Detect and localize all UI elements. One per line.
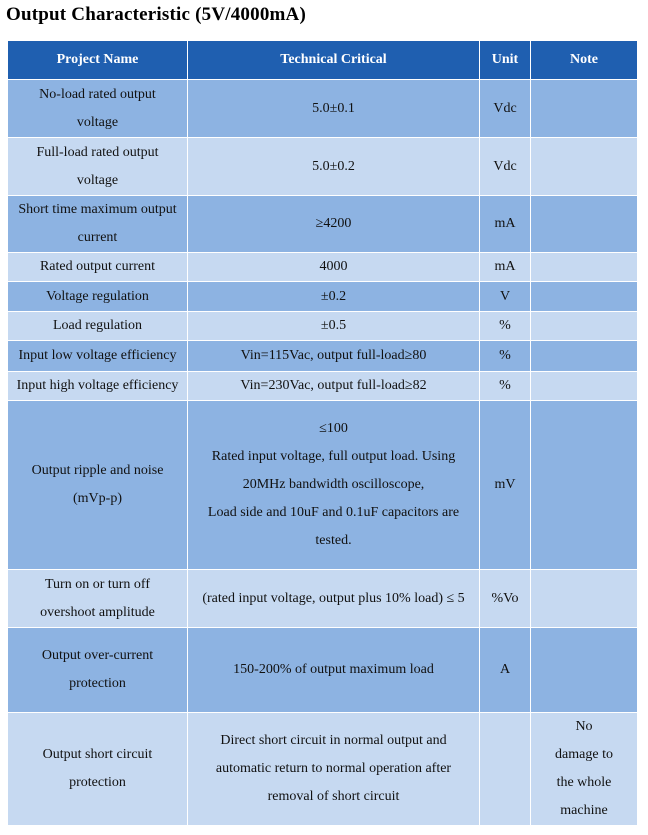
note-line: damage to	[555, 747, 613, 762]
note-cell	[531, 372, 638, 401]
project-name-line: No-load rated output	[39, 86, 156, 102]
project-name-line: Output short circuit	[42, 747, 153, 762]
unit-cell: Vdc	[480, 138, 531, 196]
project-name-cell	[8, 138, 188, 196]
unit-cell: mV	[480, 401, 531, 570]
project-name-line: Rated output current	[39, 259, 156, 274]
table-row	[8, 713, 638, 826]
project-name-cell	[8, 713, 188, 826]
technical-critical-line: 150-200% of output maximum load	[233, 662, 434, 677]
project-name-cell	[8, 282, 188, 312]
technical-critical-cell	[188, 628, 480, 713]
table-row	[8, 372, 638, 401]
technical-critical-cell	[188, 196, 480, 253]
table-body	[8, 80, 638, 826]
column-header-technical-critical: Technical Critical	[188, 41, 480, 80]
page-title: Output Characteristic (5V/4000mA)	[6, 4, 306, 25]
table-row	[8, 570, 638, 628]
note-line: the whole	[556, 775, 612, 790]
unit-cell: %	[480, 312, 531, 341]
technical-critical-line: Vin=115Vac, output full-load≥80	[240, 348, 427, 363]
technical-critical-line: removal of short circuit	[267, 789, 400, 804]
technical-critical-line: ≤100	[319, 421, 348, 436]
note-cell	[531, 312, 638, 341]
project-name-line: overshoot amplitude	[40, 604, 155, 620]
project-name-line: Output over-current	[41, 648, 154, 663]
technical-critical-cell	[188, 341, 480, 372]
project-name-line: Load regulation	[52, 318, 143, 333]
note-cell	[531, 570, 638, 628]
project-name-cell	[8, 401, 188, 570]
table-row	[8, 282, 638, 312]
project-name-line: Turn on or turn off	[44, 576, 150, 592]
technical-critical-line: (rated input voltage, output plus 10% load) ≤ 5	[202, 590, 465, 606]
technical-critical-line: Direct short circuit in normal output and	[220, 733, 447, 748]
technical-critical-cell	[188, 253, 480, 282]
project-name-line: protection	[69, 676, 126, 691]
project-name-line: Full-load rated output	[36, 144, 159, 160]
note-cell	[531, 80, 638, 138]
project-name-line: voltage	[76, 172, 119, 188]
note-cell	[531, 628, 638, 713]
unit-cell: mA	[480, 253, 531, 282]
table-row	[8, 196, 638, 253]
unit-cell: mA	[480, 196, 531, 253]
column-header-note: Note	[531, 41, 638, 80]
technical-critical-line: Vin=230Vac, output full-load≥82	[240, 378, 427, 393]
project-name-cell	[8, 372, 188, 401]
column-header-project-name: Project Name	[8, 41, 188, 80]
technical-critical-cell	[188, 713, 480, 826]
note-cell	[531, 341, 638, 372]
technical-critical-line: Load side and 10uF and 0.1uF capacitors are	[207, 505, 460, 520]
technical-critical-line: 5.0±0.2	[312, 158, 355, 174]
table-row	[8, 253, 638, 282]
technical-critical-line: Rated input voltage, full output load. Using	[211, 449, 456, 464]
technical-critical-line: ≥4200	[315, 216, 352, 231]
technical-critical-cell	[188, 312, 480, 341]
project-name-cell	[8, 80, 188, 138]
unit-cell: %	[480, 372, 531, 401]
project-name-cell	[8, 253, 188, 282]
technical-critical-cell	[188, 570, 480, 628]
project-name-line: Input high voltage efficiency	[16, 378, 179, 393]
project-name-line: voltage	[76, 114, 119, 130]
project-name-cell	[8, 570, 188, 628]
unit-cell: Vdc	[480, 80, 531, 138]
technical-critical-line: 5.0±0.1	[312, 100, 355, 116]
unit-cell: %	[480, 341, 531, 372]
technical-critical-cell	[188, 401, 480, 570]
project-name-line: protection	[69, 775, 126, 790]
technical-critical-line: ±0.2	[320, 288, 347, 304]
note-cell	[531, 401, 638, 570]
table-row	[8, 138, 638, 196]
unit-cell: %Vo	[480, 570, 531, 628]
note-cell	[531, 196, 638, 253]
note-line: No	[575, 719, 593, 734]
project-name-line: Input low voltage efficiency	[18, 348, 177, 363]
unit-cell: V	[480, 282, 531, 312]
table-row	[8, 401, 638, 570]
technical-critical-cell	[188, 80, 480, 138]
output-characteristic-table	[8, 41, 638, 826]
project-name-cell	[8, 628, 188, 713]
technical-critical-cell	[188, 138, 480, 196]
unit-cell: A	[480, 628, 531, 713]
technical-critical-cell	[188, 372, 480, 401]
table-header-row	[8, 41, 638, 80]
technical-critical-line: automatic return to normal operation after	[215, 761, 452, 776]
note-cell	[531, 138, 638, 196]
project-name-cell	[8, 341, 188, 372]
technical-critical-cell	[188, 282, 480, 312]
note-cell	[531, 253, 638, 282]
project-name-line: Voltage regulation	[46, 288, 149, 304]
unit-cell	[480, 713, 531, 826]
project-name-line: Short time maximum output	[18, 202, 177, 217]
table-row	[8, 80, 638, 138]
technical-critical-line: 20MHz bandwidth oscilloscope,	[242, 477, 425, 492]
table-row	[8, 341, 638, 372]
project-name-line: current	[77, 230, 118, 245]
project-name-cell	[8, 312, 188, 341]
project-name-cell	[8, 196, 188, 253]
table-row	[8, 312, 638, 341]
technical-critical-line: 4000	[319, 259, 348, 274]
column-header-unit: Unit	[480, 41, 531, 80]
table-row	[8, 628, 638, 713]
technical-critical-line: ±0.5	[320, 318, 347, 333]
note-line: machine	[560, 803, 608, 818]
project-name-line: Output ripple and noise	[31, 463, 164, 478]
technical-critical-line: tested.	[315, 533, 352, 548]
note-cell	[531, 282, 638, 312]
note-cell	[531, 713, 638, 826]
project-name-line: (mVp-p)	[73, 491, 122, 506]
